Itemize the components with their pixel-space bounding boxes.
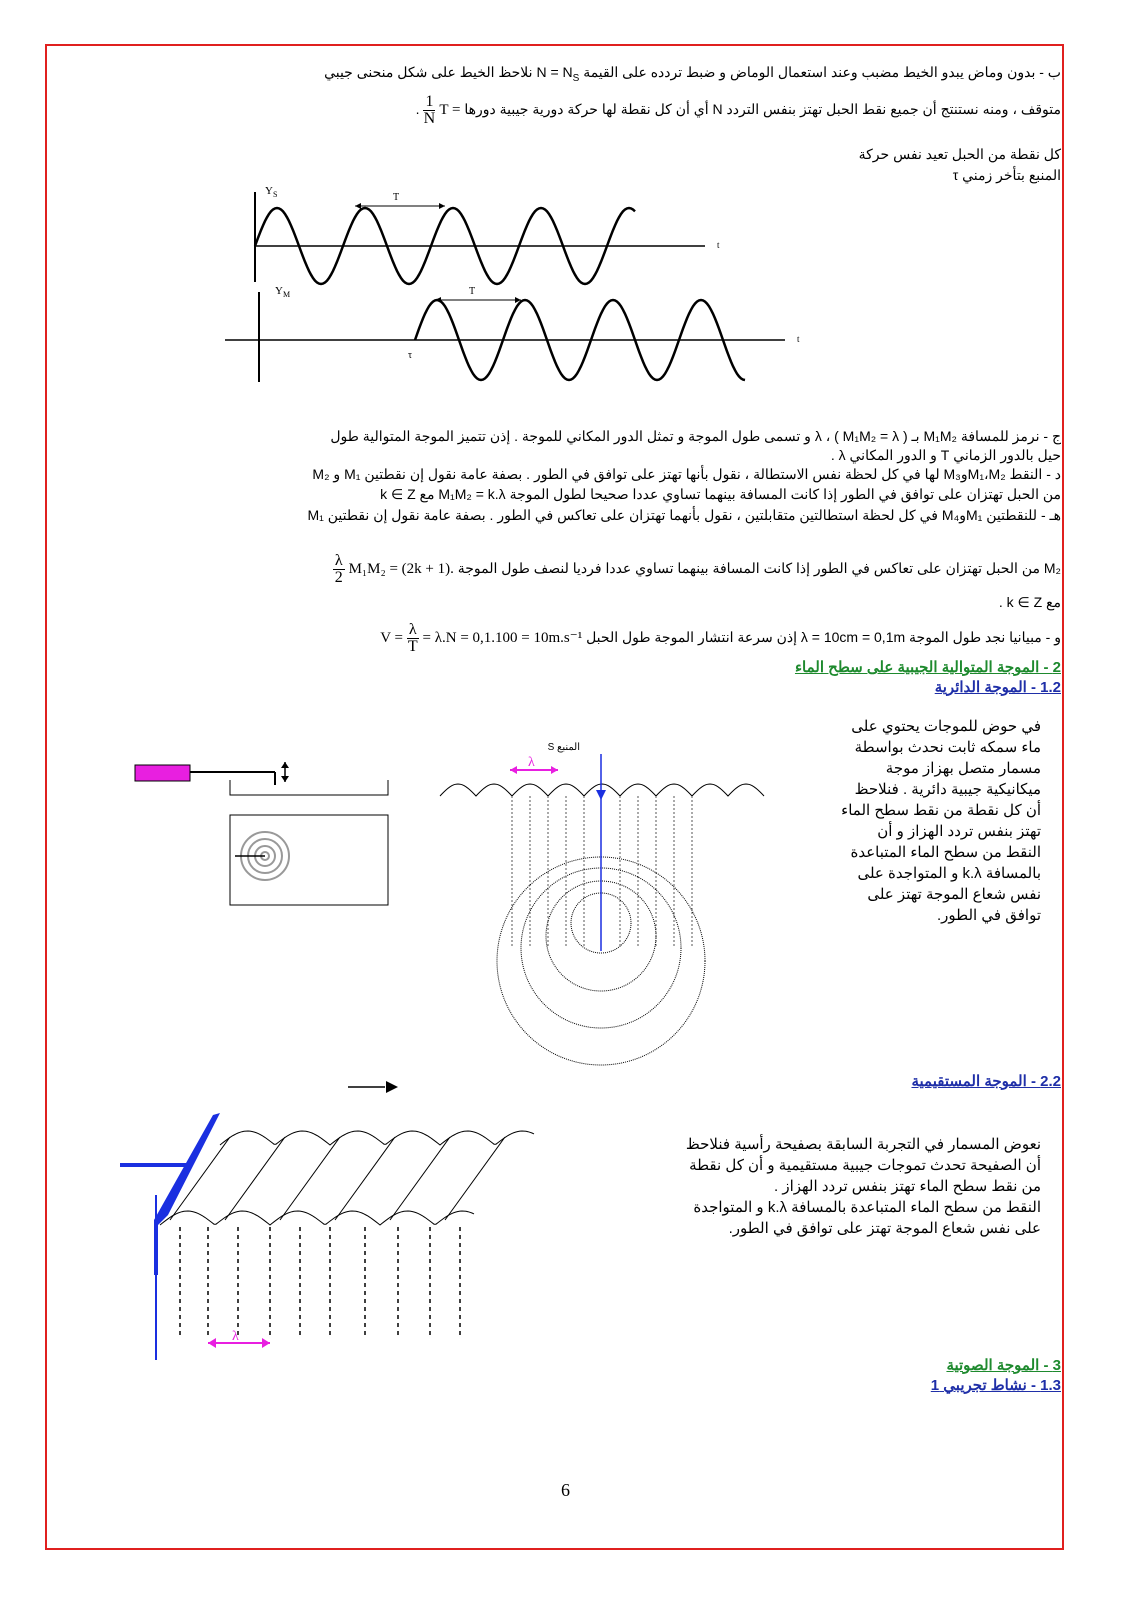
- paragraph-line: النقط من سطح الماء المتباعدة بالمسافة k.λ و المتواجدة: [693, 1199, 1041, 1216]
- paragraph-line: توافق في الطور.: [937, 907, 1041, 924]
- straight-wave-figure: [120, 1075, 540, 1375]
- graph-bottom-tau-label: τ: [408, 350, 413, 361]
- graph-top-y-label: $Y_S$: [265, 185, 278, 199]
- source-vs-point-graphs: [225, 182, 845, 382]
- section-e-line-2: M₂ من الحبل تهتزان على تعاكس في الطور إذا كانت المسافة بينهما تساوي عددا فرديا لنصف طول الموجة M₁M₂ = (2k + 1). $\frac{\lambda}{2}$: [334, 552, 1061, 586]
- circular-wave-paragraph: [801, 716, 1041, 926]
- straight-lambda-label: λ: [232, 1329, 239, 1344]
- graph-top-period-label: T: [393, 192, 400, 203]
- section-f-line: و - مبيانيا نجد طول الموجة λ = 10cm = 0,1m إذن سرعة انتشار الموجة طول الحبل V = $\frac{\lambda}{T}$ = λ.N = 0,1.100 = 10m.s⁻¹: [380, 621, 1061, 655]
- paragraph-line: تهتز بنفس تردد الهزاز و أن: [877, 823, 1041, 840]
- paragraph-line: ميكانيكية جيبية دائرية . فنلاحظ: [854, 781, 1041, 798]
- section-e-line-1: هـ - للنقطتين M₁وM₄ في كل لحظة استطالتين متقابلتين ، نقول بأنهما تهتزان على تعاكس في الطور . بصفة عامة نقول إن نقطتين M₁: [307, 507, 1061, 523]
- speed-fraction: $\frac{\lambda}{T}$: [407, 621, 418, 655]
- section-d-line-1: د - النقط M₁،M₂وM₃ لها في كل لحظة نفس الاستطالة ، نقول بأنها تهتز على توافق في الطور . بصفة عامة نقول إن نقطتين M₁ و M₂: [312, 466, 1061, 482]
- paragraph-line: على نفس شعاع الموجة تهتز على توافق في الطور.: [728, 1220, 1041, 1237]
- section-b-line-4: المنبع بتأخر زمني τ: [952, 167, 1061, 183]
- period-fraction: $\frac{1}{N}$: [423, 93, 436, 127]
- page-number: 6: [561, 1480, 570, 1500]
- graph-bottom-t-label: t: [797, 334, 800, 344]
- section-b-line-2: متوقف ، ومنه نستنتج أن جميع نقط الحبل تهتز بنفس التردد N أي أن كل نقطة لها حركة دورية جيبية دورها T = $\frac{1}{N}$ .: [415, 93, 1061, 127]
- graph-top-t-label: t: [717, 240, 720, 250]
- section-b-line-3: كل نقطة من الحبل تعيد نفس حركة: [858, 146, 1061, 162]
- section-c-line-1: ج - نرمز للمسافة M₁M₂ بـ λ ، ( M₁M₂ = λ ) و تسمى طول الموجة و تمثل الدور المكاني للموجة . إذن تتميز الموجة المتوالية طول: [330, 428, 1061, 444]
- paragraph-line: نفس شعاع الموجة تهتز على: [867, 886, 1041, 903]
- section-d-line-2: من الحبل تهتزان على توافق في الطور إذا كانت المسافة بينهما تساوي عددا صحيحا لطول الموجة M₁M₂ = k.λ مع k ∈ Z: [380, 486, 1061, 502]
- paragraph-line: بالمسافة k.λ و المتواجدة على: [857, 865, 1041, 882]
- source-label: المنبع S: [547, 742, 580, 753]
- heading-3: 3 - الموجة الصوتية: [946, 1357, 1061, 1374]
- section-b-line-1: ب - بدون وماض يبدو الخيط مضبب وعند استعمال الوماض و ضبط تردده على القيمة $N = N_S$ نلاحظ الخيط على شكل منحنى جيبي: [324, 64, 1061, 84]
- half-wavelength-fraction: $\frac{\lambda}{2}$: [334, 552, 343, 586]
- straight-wave-paragraph: [581, 1134, 1041, 1239]
- section-c-line-2: حيل بالدور الزماني T و الدور المكاني λ .: [830, 447, 1061, 463]
- paragraph-line: النقط من سطح الماء المتباعدة: [850, 844, 1041, 861]
- section-e-line-3: مع k ∈ Z .: [998, 594, 1061, 610]
- paragraph-line: أن الصفيحة تحدث تموجات جيبية مستقيمية و أن كل نقطة: [689, 1157, 1041, 1174]
- paragraph-line: مسمار متصل بهزاز موجة: [885, 760, 1041, 777]
- paragraph-line: في حوض للموجات يحتوي على: [851, 718, 1041, 735]
- heading-3-1: 1.3 - نشاط تجريبي 1: [930, 1377, 1061, 1394]
- circular-wave-figure: [430, 736, 790, 1046]
- paragraph-line: نعوض المسمار في التجربة السابقة بصفيحة رأسية فنلاحظ: [685, 1136, 1041, 1153]
- paragraph-line: أن كل نقطة من نقط سطح الماء: [841, 802, 1041, 819]
- heading-2: 2 - الموجة المتوالية الجيبية على سطح الماء: [794, 659, 1061, 676]
- graph-bottom-period-label: T: [469, 286, 476, 297]
- heading-2-1: 1.2 - الموجة الدائرية: [934, 679, 1061, 696]
- paragraph-line: ماء سمكه ثابت نحدث بواسطة: [854, 739, 1041, 756]
- heading-2-2: 2.2 - الموجة المستقيمية: [911, 1073, 1061, 1090]
- vibrator-tank-figure: [130, 760, 430, 920]
- circular-lambda-label: λ: [528, 755, 535, 770]
- graph-bottom-y-label: $Y_M$: [275, 285, 291, 299]
- paragraph-line: من نقط سطح الماء تهتز بنفس تردد الهزاز .: [773, 1178, 1041, 1195]
